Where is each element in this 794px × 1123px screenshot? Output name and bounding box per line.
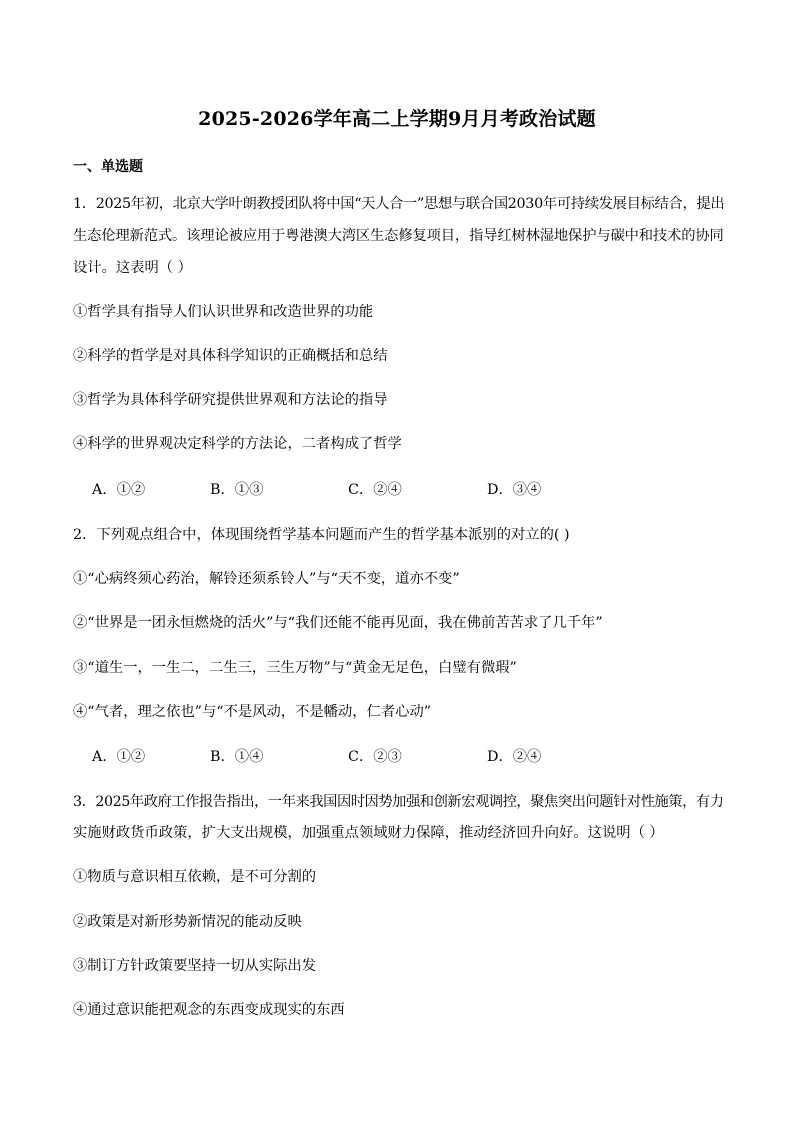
question-2-stem-line: 2．下列观点组合中，体现围绕哲学基本问题而产生的哲学基本派别的对立的( ) xyxy=(73,527,570,543)
question-1-statement: ②科学的哲学是对具体科学知识的正确概括和总结 xyxy=(73,348,388,364)
question-1-statement: ③哲学为具体科学研究提供世界观和方法论的指导 xyxy=(73,392,388,408)
question-3-statement: ④通过意识能把观念的东西变成现实的东西 xyxy=(73,1002,345,1018)
option-c[interactable]: C．②③ xyxy=(348,749,402,765)
question-3-statement: ①物质与意识相互依赖，是不可分割的 xyxy=(73,869,317,885)
question-1-stem-line: 1．2025年初，北京大学叶朗教授团队将中国“天人合一”思想与联合国2030年可持续发展目标结合，提出 xyxy=(73,196,725,212)
question-1-stem-line: 生态伦理新范式。该理论被应用于粤港澳大湾区生态修复项目，指导红树林湿地保护与碳中和技术的协同 xyxy=(73,228,724,244)
option-b[interactable]: B．①③ xyxy=(210,482,264,498)
option-c[interactable]: C．②④ xyxy=(348,482,402,498)
section-heading: 一、单选题 xyxy=(73,159,143,175)
question-3-statement: ②政策是对新形势新情况的能动反映 xyxy=(73,914,302,930)
question-2-statement: ③“道生一，一生二，二生三，三生万物”与“黄金无足色，白璧有微瑕” xyxy=(73,660,517,676)
option-d[interactable]: D．③④ xyxy=(487,482,542,498)
question-1-statement: ①哲学具有指导人们认识世界和改造世界的功能 xyxy=(73,304,374,320)
question-1-stem-line: 设计。这表明（ ） xyxy=(73,260,192,276)
page-title: 2025-2026学年高二上学期9月月考政治试题 xyxy=(198,108,596,130)
question-3-stem-line: 3．2025年政府工作报告指出，一年来我国因时因势加强和创新宏观调控，聚焦突出问题针对性施策，有力 xyxy=(73,794,724,810)
option-d[interactable]: D．②④ xyxy=(487,749,542,765)
question-3-stem-line: 实施财政货币政策，扩大支出规模，加强重点领域财力保障，推动经济回升向好。这说明（ ） xyxy=(73,825,664,841)
question-3-statement: ③制订方针政策要坚持一切从实际出发 xyxy=(73,958,317,974)
question-2-statement: ①“心病终须心药治，解铃还须系铃人”与“天不变，道亦不变” xyxy=(73,571,460,587)
option-b[interactable]: B．①④ xyxy=(210,749,264,765)
question-2-statement: ②“世界是一团永恒燃烧的活火”与“我们还能不能再见面，我在佛前苦苦求了几千年” xyxy=(73,615,603,631)
question-2-statement: ④“气者，理之依也”与“不是风动，不是幡动，仁者心动” xyxy=(73,704,432,720)
option-a[interactable]: A．①② xyxy=(92,482,146,498)
question-1-statement: ④科学的世界观决定科学的方法论，二者构成了哲学 xyxy=(73,436,402,452)
option-a[interactable]: A．①② xyxy=(92,749,146,765)
